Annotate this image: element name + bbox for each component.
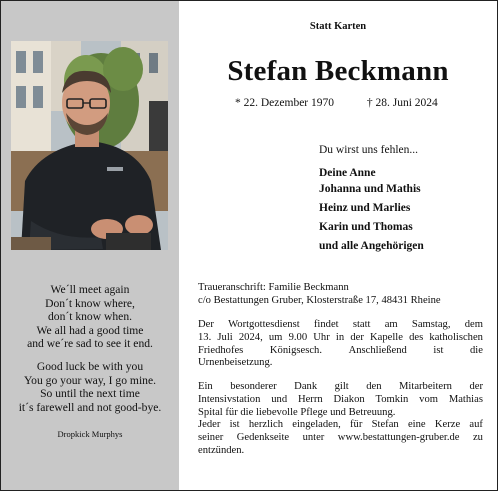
word: auf xyxy=(469,419,483,430)
word: Ein xyxy=(198,381,213,392)
poem-line: Good luck be with you xyxy=(36,359,144,373)
word: seiner xyxy=(198,431,224,443)
word: der xyxy=(350,331,364,343)
family-member: Deine Anne xyxy=(319,167,376,179)
poem-line: don´t know when. xyxy=(47,310,133,324)
word: um xyxy=(268,331,283,343)
word: für xyxy=(350,419,363,430)
address-line: c/o Bestattungen Gruber, Klosterstraße 17, 48431 Rheine xyxy=(198,294,441,306)
poem-line: We´ll meet again xyxy=(50,283,130,296)
word: Samstag, xyxy=(411,319,451,330)
word: Der xyxy=(198,319,214,330)
word: dem xyxy=(464,319,483,330)
word: Mathias xyxy=(448,393,483,405)
word: und xyxy=(271,393,288,405)
invite-line-3: entzünden. xyxy=(198,444,245,456)
word: Anschließend xyxy=(348,344,407,356)
family-list xyxy=(319,166,424,256)
thanks-note xyxy=(198,381,483,419)
word: 2024, xyxy=(238,331,263,343)
poem-line: So until the next time xyxy=(40,387,140,401)
word: Mitarbeitern xyxy=(399,381,452,392)
birth-date: * 22. Dezember 1970 xyxy=(235,97,334,109)
word: Diakon xyxy=(333,393,365,405)
word: Tomkin xyxy=(375,393,409,405)
thanks-line-1 xyxy=(198,381,483,394)
poem-author: Dropkick Murphys xyxy=(57,429,123,439)
word: Königsesch. xyxy=(269,344,322,356)
word: ist xyxy=(433,344,444,356)
word: herzlich xyxy=(248,419,283,430)
word: Dank xyxy=(294,381,318,392)
poem xyxy=(1,283,179,423)
word: Friedhofes xyxy=(198,344,244,356)
missed-phrase: Du wirst uns fehlen... xyxy=(319,144,419,156)
service-line-1 xyxy=(198,319,483,332)
word: Wortgottesdienst xyxy=(228,319,300,330)
word: Jeder xyxy=(198,419,221,430)
word: Stefan xyxy=(371,419,399,430)
family-member: und alle Angehörigen xyxy=(319,240,424,252)
word: 13. xyxy=(198,331,212,343)
word: in xyxy=(335,331,345,343)
word: statt xyxy=(352,319,371,330)
service-line-4: Urnenbeisetzung. xyxy=(198,357,273,369)
thanks-line-3: Spital für die liebevolle Pflege und Betreuung. xyxy=(198,406,396,418)
poem-line: it´s farewell and not good-bye. xyxy=(18,400,162,414)
word: den xyxy=(366,381,382,392)
statt-karten-heading: Statt Karten xyxy=(309,21,367,32)
word: Juli xyxy=(217,331,233,343)
portrait-photo xyxy=(11,41,168,250)
word: findet xyxy=(313,319,339,330)
word: besonderer xyxy=(230,381,277,392)
poem-line: You go your way, I go mine. xyxy=(23,373,157,387)
thanks-line-2 xyxy=(198,394,483,407)
family-member: Heinz und Marlies xyxy=(319,202,411,214)
poem-stanza-2 xyxy=(1,360,179,414)
invite-line-2 xyxy=(198,432,483,445)
word: Kapelle xyxy=(370,331,403,343)
word: des xyxy=(409,331,424,343)
word: eine xyxy=(407,419,426,430)
address-line: Traueranschrift: Familie Beckmann xyxy=(198,282,349,293)
poem-line: We all had a good time xyxy=(36,323,144,337)
portrait-photo-image xyxy=(11,41,168,250)
word: gilt xyxy=(334,381,349,392)
family-member: Johanna und Mathis xyxy=(319,183,421,195)
word: Herrn xyxy=(297,393,323,405)
invite-line-1 xyxy=(198,419,483,432)
word: vom xyxy=(419,393,438,405)
life-dates xyxy=(235,97,438,109)
word: Gedenkseite xyxy=(236,431,290,443)
word: eingeladen, xyxy=(292,419,341,430)
invitation-note xyxy=(198,419,483,457)
service-line-3 xyxy=(198,345,483,358)
word: ist xyxy=(229,419,240,430)
word: 9.00 xyxy=(288,331,308,343)
family-member: Karin und Thomas xyxy=(319,221,413,233)
word: unter xyxy=(302,431,325,443)
word: Kerze xyxy=(434,419,461,430)
word: der xyxy=(469,381,483,392)
service-line-2 xyxy=(198,332,483,345)
left-panel xyxy=(1,1,179,490)
mourning-address xyxy=(198,282,483,308)
death-date: † 28. Juni 2024 xyxy=(366,97,438,109)
word: am xyxy=(384,319,398,330)
word: katholischen xyxy=(429,331,483,343)
word: zu xyxy=(472,431,483,443)
word: Intensivstation xyxy=(198,393,261,405)
word: Uhr xyxy=(313,331,330,343)
poem-line: and we´re sad to see it end. xyxy=(27,337,153,351)
poem-line: Don´t know where, xyxy=(45,296,135,310)
poem-stanza-1 xyxy=(1,283,179,351)
word: www.bestattungen-gruber.de xyxy=(337,431,460,443)
word: die xyxy=(470,344,483,356)
service-info xyxy=(198,319,483,370)
deceased-name: Stefan Beckmann xyxy=(227,55,449,87)
